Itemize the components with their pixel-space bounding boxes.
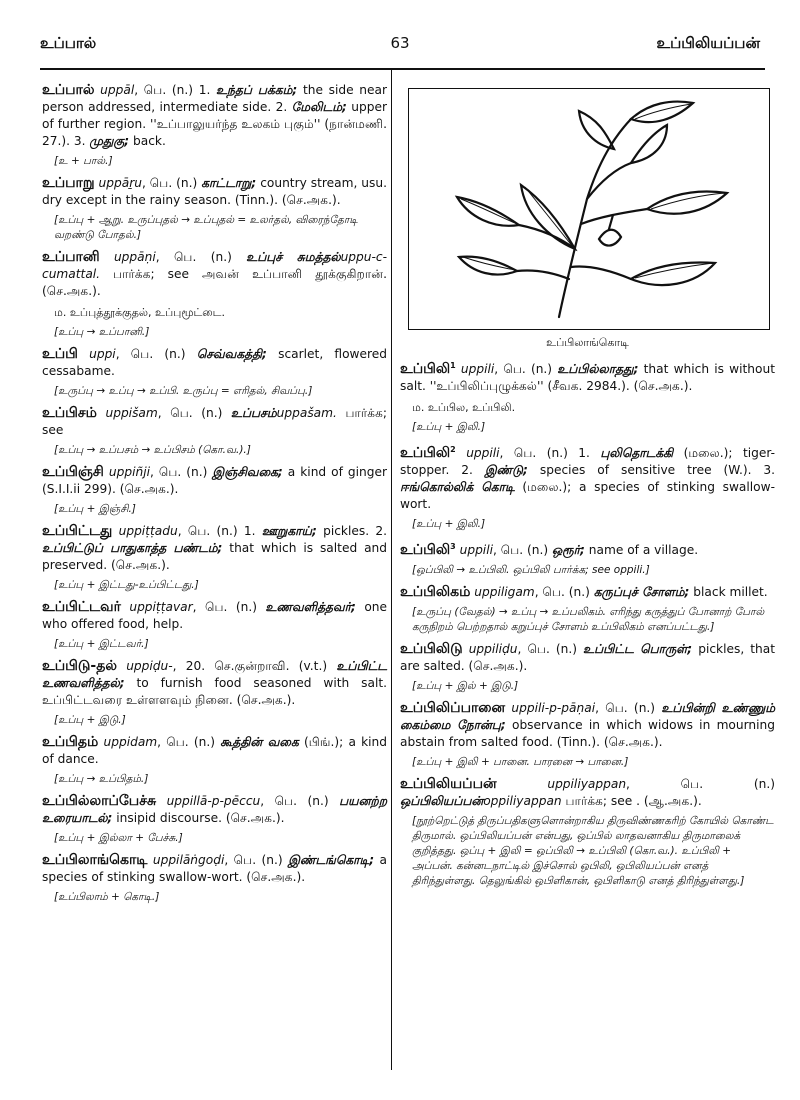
headword: உப்பிட்டவர் — [42, 599, 121, 615]
part-of-speech: , பெ. (n.) — [141, 176, 202, 190]
tamil-meaning: இண்டங்கொடி; — [288, 853, 375, 867]
cross-reference: oppiliyappan — [483, 794, 562, 809]
etymology-note: [உ + பால்.] — [54, 155, 113, 167]
transliteration: uppiḍu- — [126, 659, 173, 673]
part-of-speech: , பெ. (n.) — [492, 543, 553, 558]
etymology-note: [உப்பு + இல்லா + பேச்சு.] — [54, 832, 183, 844]
column-divider — [391, 70, 392, 1070]
dictionary-entry — [42, 405, 387, 439]
gloss-text: (மலை.); tiger-stopper. 2. — [400, 446, 775, 478]
etymology-note: [உருப்பு (வேதல்) → உப்பு → உப்பலிகம். எரிந்து கருத்துப் போனாற் போல் கருநிறம் பெற்றதால் கறுப்புச் சோளம் உப்பிலிகம் எனப்பட்டது.] — [412, 606, 765, 634]
dictionary-entry — [400, 776, 775, 810]
headword: உப்பானி — [42, 249, 100, 265]
part-of-speech: , பெ. (n.) 1. — [499, 446, 601, 461]
headword: உப்பாறு — [42, 175, 95, 191]
gloss-text: to furnish food seasoned with salt. உப்பிட்டவரை உள்ளளவும் நினை. (செ.அக.). — [42, 676, 387, 707]
headword: உப்பிலி — [400, 445, 451, 462]
part-of-speech: , பெ. (n.) — [155, 250, 247, 264]
dictionary-entry — [400, 441, 775, 513]
transliteration: uppiligam — [474, 585, 535, 600]
etymology-note: [உப்பு → உப்பிதம்.] — [54, 773, 149, 785]
headword-homonym-number: 3 — [450, 542, 456, 552]
etymology-note: [உருப்பு → உப்பு → உப்பி. உருப்பு = எரிதல், சிவப்பு.] — [54, 385, 313, 397]
headword: உப்பிஞ்சி — [42, 464, 104, 480]
tamil-meaning: இஞ்சிவகை; — [212, 465, 283, 479]
part-of-speech: , பெ. (n.) — [494, 362, 558, 377]
part-of-speech: , பெ. (n.) — [626, 777, 775, 792]
etymology-note: [ஒப்பிலி → உப்பிலி. ஒப்பிலி பார்க்க; see oppili.] — [412, 564, 650, 577]
gloss-text: species of sensitive tree (W.). 3. — [527, 463, 776, 478]
headword: உப்பிலாங்கொடி — [42, 852, 148, 868]
gloss-text: observance in which widows in mourning abstain from salted food. (Tinn.). (செ.அக.). — [400, 718, 775, 750]
etymology-note: [உப்பு + இஞ்சி.] — [54, 503, 136, 515]
part-of-speech: , பெ. (n.) — [115, 347, 197, 361]
gloss-text: pickles, that are salted. (செ.அக.). — [400, 642, 775, 674]
dictionary-entry — [42, 175, 387, 209]
headword: உப்பிதம் — [42, 734, 99, 750]
dictionary-entry — [400, 584, 775, 601]
etymology-note: [உப்பு + இட்டவர்.] — [54, 638, 149, 650]
dictionary-entry — [42, 734, 387, 768]
cognate-note: ம. உப்புத்தூக்குதல், உப்புமூட்டை. — [54, 306, 225, 319]
gloss-text: country stream, usu. dry except in the rainy season. (Tinn.). (செ.அக.). — [42, 176, 387, 207]
headword: உப்பிலிடு — [400, 641, 463, 658]
etymology-note: [நூற்றெட்டுத் திருப்பதிகளுளொன்றாகிய திருவிண்ணகரிற் கோயில் கொண்ட திருமால். ஒப்பிலியப்பன் என்பது, ஒப்பில் லாதவனாகிய திருமாலைக் குறித்தது. ஒப்பு + இலி = ஒப்பிலி → உப்பிலி (கொ.வ.). உப்பிலி + அப்பன். கன்னடநாட்டில் இச்சொல் ஒபிலி, ஒபிலியப்பன் எனத் திரிந்துள்ளது. தெலுங்கில் ஒபிளிகான், ஒபிளிகாடு எனத் திரிந்துள்ளது.] — [412, 815, 774, 888]
gloss-text: அவன் உப்பானி தூக்குகிறான். (செ.அக.). — [42, 267, 387, 298]
etymology-note: [உப்பு + ஆறு. உருப்புதல் → உப்புதல் = உலர்தல், விரைந்தோடி வறண்டு போதல்.] — [54, 214, 358, 241]
tamil-meaning: மேலிடம்; — [291, 100, 347, 114]
gloss-text: back. — [129, 134, 166, 148]
transliteration: uppāṟu — [98, 176, 142, 190]
transliteration: uppidam — [103, 735, 158, 749]
part-of-speech: , பெ. (n.) 1. — [134, 83, 216, 97]
figure-caption: உப்பிலாங்கொடி — [546, 336, 629, 349]
transliteration: uppāṇi — [113, 250, 156, 264]
headword: உப்பால் — [42, 82, 95, 98]
header-left-guideword: உப்பால் — [40, 34, 97, 52]
part-of-speech: , 20. செ.குன்றாவி. (v.t.) — [172, 659, 337, 673]
tamil-meaning: கூத்தின் வகை — [220, 735, 299, 749]
dictionary-entry — [400, 700, 775, 751]
part-of-speech: , பெ. (n.) — [157, 735, 221, 749]
etymology-note: [உப்பு → உப்பானி.] — [54, 326, 150, 338]
headword: உப்பில்லாப்பேச்சு — [42, 793, 157, 809]
tamil-meaning: உப்பில்லாதது; — [557, 362, 639, 377]
tamil-meaning: ஒப்பிலியப்பன் — [400, 794, 484, 809]
gloss-text: பார்க்க; see — [100, 267, 203, 281]
gloss-text: . (ஆ.அக.). — [636, 794, 702, 809]
tamil-meaning: உந்தப் பக்கம்; — [216, 83, 298, 97]
transliteration: uppiliyappan — [547, 777, 627, 792]
etymology-note: [உப்பு + இல் + இடு.] — [412, 680, 519, 693]
transliteration: uppiṭṭavar — [129, 600, 193, 614]
cognate-note: ம. உப்பில, உப்பிலி. — [412, 401, 516, 415]
tamil-meaning: கருப்புச் சோளம்; — [593, 585, 690, 600]
tamil-meaning: உப்பிட்டுப் பாதுகாத்த பண்டம்; — [42, 541, 223, 555]
dictionary-entry — [42, 346, 387, 380]
tamil-meaning: ஈங்கொல்லிக் கொடி — [400, 480, 515, 495]
tamil-meaning: ஒரூர்; — [552, 543, 585, 558]
gloss-text: scarlet, flowered cessabame. — [42, 347, 387, 378]
transliteration: uppillā-p-pēccu — [166, 794, 261, 808]
headword: உப்பிலியப்பன் — [400, 776, 497, 793]
dictionary-entry — [42, 249, 387, 300]
gloss-text: the side near person addressed, intermediate side. 2. — [42, 83, 387, 114]
transliteration: uppiṭṭadu — [118, 524, 178, 538]
headword: உப்பிலி — [400, 361, 451, 378]
etymology-note: [உப்பு + இட்டது-உப்பிட்டது.] — [54, 579, 199, 591]
part-of-speech: , பெ. (n.) — [192, 600, 266, 614]
part-of-speech: , பெ. (n.) 1. — [177, 524, 262, 538]
part-of-speech: , பெ. (n.) — [260, 794, 340, 808]
headword: உப்பிலிகம் — [400, 584, 471, 601]
headword: உப்பிட்டது — [42, 523, 113, 539]
tamil-meaning: ஊறுகாய்; — [261, 524, 317, 538]
tamil-meaning: பயனற்ற உரையாடல்; — [42, 794, 387, 825]
gloss-text: that which is salted and preserved. (செ.அக.). — [42, 541, 387, 572]
part-of-speech: , பெ. (n.) — [150, 465, 213, 479]
etymology-note: [உப்பு + இலி + பானை. பாரனை → பானை.] — [412, 756, 629, 769]
gloss-text: (பிங்.); a kind of dance. — [42, 735, 388, 766]
dictionary-entry — [42, 599, 387, 633]
headword: உப்பி — [42, 346, 78, 362]
gloss-text: insipid discourse. (செ.அக.). — [112, 811, 285, 825]
gloss-text: பார்க்க; see — [561, 794, 637, 809]
etymology-note: [உப்பிலாம் + கொடி.] — [54, 891, 160, 903]
page-header — [40, 34, 760, 58]
tamil-meaning: இண்டு; — [484, 463, 528, 478]
transliteration: uppiñji — [108, 465, 150, 479]
gloss-text: one who offered food, help. — [42, 600, 387, 631]
dictionary-entry — [42, 793, 387, 827]
transliteration: uppāl — [100, 83, 135, 97]
tamil-meaning: உப்பசம் — [230, 406, 277, 420]
transliteration: uppili — [459, 543, 493, 558]
part-of-speech: , பெ. (n.) — [534, 585, 594, 600]
transliteration: uppili — [460, 362, 495, 377]
gloss-text: a kind of ginger (S.I.I.ii 299). (செ.அக.). — [42, 465, 387, 496]
cross-reference: uppu-c-cumattal. — [42, 250, 387, 281]
dictionary-entry — [42, 523, 387, 574]
headword: உப்பிலி — [400, 542, 451, 559]
gloss-text: name of a village. — [584, 543, 699, 558]
headword-homonym-number: 2 — [450, 445, 456, 455]
right-entries — [400, 357, 775, 889]
dictionary-entry — [42, 82, 387, 150]
left-column — [42, 78, 387, 911]
tamil-meaning: உப்பிட்ட பொருள்; — [583, 642, 693, 657]
transliteration: uppišam — [105, 406, 158, 420]
dictionary-entry — [42, 464, 387, 498]
plant-drawing-icon — [409, 89, 769, 329]
plant-illustration — [408, 88, 770, 330]
page-number: 63 — [390, 34, 410, 52]
transliteration: uppili-p-pāṇai — [511, 701, 596, 716]
etymology-note: [உப்பு + இலி.] — [412, 421, 486, 434]
etymology-note: [உப்பு + இலி.] — [412, 518, 486, 531]
part-of-speech: , பெ. (n.) — [595, 701, 662, 716]
transliteration: uppiliḍu — [468, 642, 518, 657]
gloss-text: black millet. — [689, 585, 768, 600]
dictionary-entry — [400, 357, 775, 395]
gloss-text: pickles. 2. — [316, 524, 387, 538]
cross-reference: uppašam. — [276, 406, 337, 420]
right-column — [400, 70, 775, 895]
headword: உப்பிடு-தல் — [42, 658, 117, 674]
etymology-note: [உப்பு + இடு.] — [54, 714, 126, 726]
tamil-meaning: செவ்வகத்தி; — [196, 347, 267, 361]
tamil-meaning: உப்பின்றி உண்ணும் கைம்மை நோன்பு; — [400, 701, 775, 733]
header-right-guideword: உப்பிலியப்பன் — [656, 34, 760, 52]
dictionary-entry — [42, 852, 387, 886]
headword-homonym-number: 1 — [450, 361, 456, 370]
gloss-text: a species of stinking swallow-wort. (செ.அக.). — [42, 853, 387, 884]
transliteration: uppili — [466, 446, 500, 461]
transliteration: uppilāṅgoḍi — [152, 853, 225, 867]
part-of-speech: , பெ. (n.) — [517, 642, 584, 657]
gloss-text: பார்க்க; see — [42, 406, 387, 437]
tamil-meaning: உணவளித்தவர்; — [265, 600, 356, 614]
etymology-note: [உப்பு → உப்பசம் → உப்பிசம் (கொ.வ.).] — [54, 444, 251, 456]
part-of-speech: , பெ. (n.) — [224, 853, 289, 867]
part-of-speech: , பெ. (n.) — [157, 406, 231, 420]
tamil-meaning: உப்பிட்ட உணவளித்தல்; — [42, 659, 387, 690]
headword: உப்பிசம் — [42, 405, 97, 421]
dictionary-entry — [400, 538, 775, 559]
gloss-text: that which is without salt. ''உப்பிலிப்புழுக்கல்'' (சீவக. 2984.). (செ.அக.). — [400, 362, 775, 394]
dictionary-entry — [400, 641, 775, 675]
gloss-text: (மலை.); a species of stinking swallow-wort. — [400, 480, 775, 512]
headword: உப்பிலிப்பானை — [400, 700, 506, 717]
tamil-meaning: புலிதொடக்கி — [600, 446, 674, 461]
tamil-meaning: உப்புச் சுமத்தல் — [246, 250, 341, 264]
tamil-meaning: முதுகு; — [89, 134, 130, 148]
dictionary-entry — [42, 658, 387, 709]
tamil-meaning: காட்டாறு; — [201, 176, 257, 190]
gloss-text: upper of further region. ''உப்பாலுயர்ந்த உலகம் புகும்'' (நான்மணி. 27.). 3. — [42, 100, 387, 148]
transliteration: uppi — [89, 347, 116, 361]
